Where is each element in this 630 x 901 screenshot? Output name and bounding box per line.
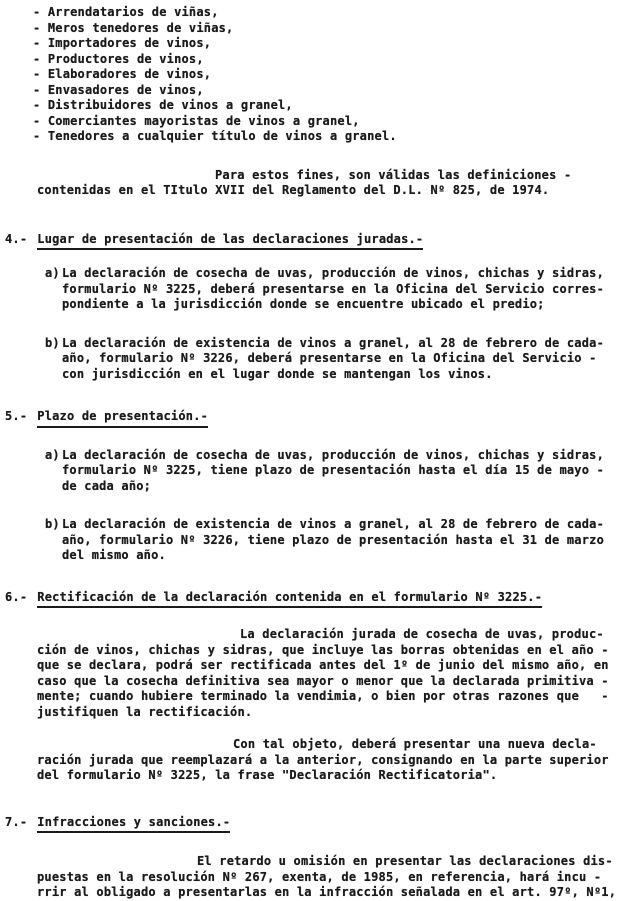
item-line: del mismo año. [62, 548, 166, 562]
paragraph-line: ción de vinos, chichas y sidras, que incluye las borras obtenidas en el año - [37, 642, 609, 657]
list-item: - Tenedores a cualquier título de vinos a granel. [33, 129, 397, 143]
section-5-item-b [37, 517, 630, 564]
intro-paragraph [37, 168, 618, 199]
item-line: año, formulario Nº 3226, deberá presentarse en la Oficina del Servicio - [62, 351, 597, 365]
item-line: año, formulario Nº 3226, tiene plazo de presentación hasta el 31 de marzo [62, 532, 604, 547]
section-7-heading [5, 815, 630, 834]
paragraph-line: ración jurada que reemplazará a la anterior, consignando en la parte superior [37, 752, 609, 767]
section-5-heading [5, 409, 630, 428]
item-line: formulario Nº 3225, tiene plazo de presentación hasta el día 15 de mayo - [62, 463, 604, 477]
list-item: - Arrendatarios de viñas, [33, 5, 219, 19]
section-4-item-a [37, 266, 630, 313]
section-number: 5.- [5, 409, 28, 423]
paragraph-line: caso que la cosecha definitiva sea mayor o menor que la declarada primitiva - [37, 673, 609, 688]
bullet-list [33, 5, 630, 145]
item-label: a) [45, 266, 60, 280]
section-title: Infracciones y sanciones.- [37, 815, 230, 834]
section-title: Plazo de presentación.- [37, 409, 208, 428]
item-line: formulario Nº 3225, deberá presentarse en la Oficina del Servicio corres- [62, 281, 604, 296]
paragraph-line: La declaración jurada de cosecha de uvas, produc- [240, 627, 604, 641]
section-number: 6.- [5, 589, 28, 604]
item-line: pondiente a la jurisdicción donde se encuentre ubicado el predio; [62, 297, 545, 311]
paragraph-line: puestas en la resolución Nº 267, exenta, de 1985, en referencia, hará incu - [37, 869, 602, 884]
list-item: - Elaboradores de vinos, [33, 67, 212, 81]
section-4-item-b [37, 336, 630, 383]
paragraph-line: del formulario Nº 3225, la frase "Declaración Rectificatoria". [37, 768, 498, 782]
item-label: a) [45, 447, 60, 462]
section-6-paragraph-2 [37, 737, 618, 784]
item-line: La declaración de existencia de vinos a granel, al 28 de febrero de cada- [62, 517, 604, 531]
paragraph-line: El retardo u omisión en presentar las declaraciones dis- [197, 854, 613, 868]
item-line: La declaración de existencia de vinos a granel, al 28 de febrero de cada- [62, 335, 604, 350]
list-item: - Importadores de vinos, [33, 36, 212, 50]
section-title: Rectificación de la declaración contenida en el formulario Nº 3225.- [37, 590, 542, 609]
section-title: Lugar de presentación de las declaraciones juradas.- [37, 232, 423, 251]
paragraph-line: contenidas en el TItulo XVII del Reglamento del D.L. Nº 825, de 1974. [37, 183, 550, 197]
list-item: - Comerciantes mayoristas de vinos a granel, [33, 113, 360, 128]
paragraph-line: Con tal objeto, deberá presentar una nueva decla- [233, 737, 597, 751]
section-7-paragraph [37, 854, 618, 901]
section-4-heading [5, 232, 630, 251]
section-6-heading [5, 590, 630, 609]
list-item: - Meros tenedores de viñas, [33, 20, 234, 35]
section-6-paragraph-1 [37, 627, 618, 720]
item-line: La declaración de cosecha de uvas, producción de vinos, chichas y sidras, [62, 266, 604, 280]
list-item: - Envasadores de vinos, [33, 82, 204, 97]
list-item: - Productores de vinos, [33, 51, 204, 66]
paragraph-line: rrir al obligado a presentarlas en la infracción señalada en el art. 97º, Nº1, [37, 885, 617, 899]
paragraph-line: Para estos fines, son válidas las definiciones - [215, 167, 572, 182]
paragraph-line: mente; cuando hubiere terminado la vendimia, o bien por otras razones que - [37, 689, 609, 703]
paragraph-line: que se declara, podrá ser rectificada antes del 1º de junio del mismo año, en [37, 658, 609, 672]
item-line: de cada año; [62, 478, 152, 493]
section-number: 4.- [5, 231, 28, 246]
section-number: 7.- [5, 814, 28, 829]
section-5-item-a [37, 448, 630, 495]
item-line: La declaración de cosecha de uvas, producción de vinos, chichas y sidras, [62, 447, 604, 462]
paragraph-line: justifiquen la rectificación. [37, 704, 253, 719]
item-label: b) [45, 335, 60, 350]
item-line: con jurisdicción en el lugar donde se mantengan los vinos. [62, 366, 493, 381]
list-item: - Distribuidores de vinos a granel, [33, 98, 293, 112]
item-label: b) [45, 517, 60, 531]
